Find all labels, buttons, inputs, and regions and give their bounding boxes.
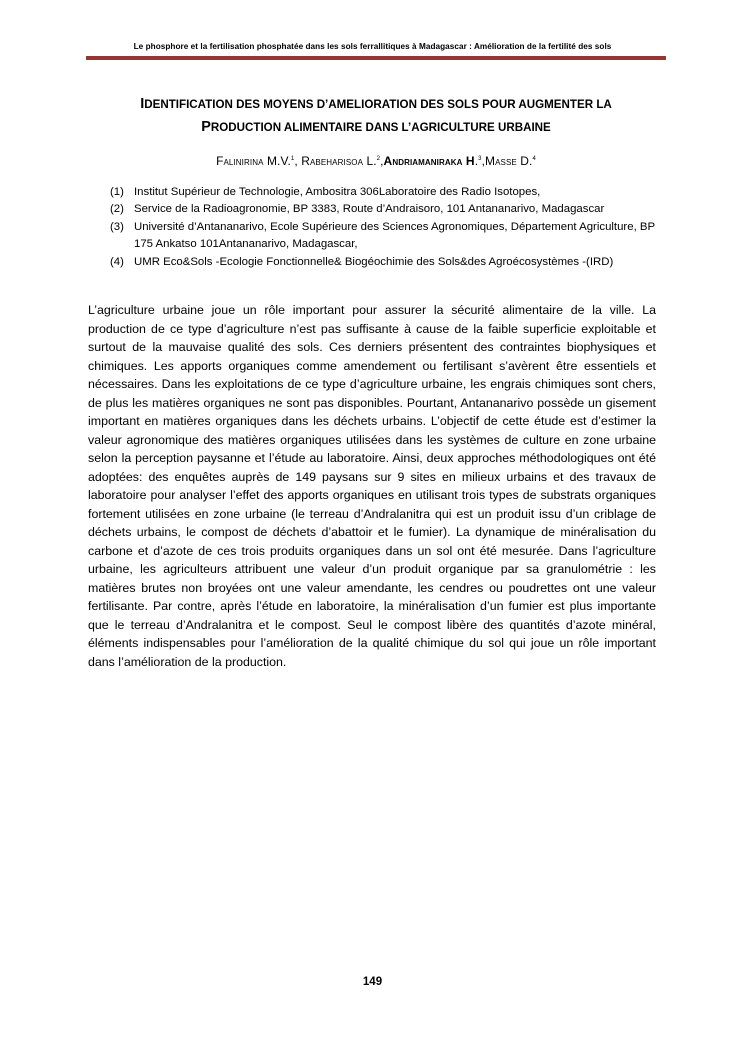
- author-3: Andriamaniraka H: [383, 154, 475, 168]
- author-4: Masse D.$^4$: [485, 154, 536, 168]
- author-list: [86, 154, 666, 168]
- author-1: Falinirina M.V.$^1$,: [216, 154, 302, 168]
- running-header: Le phosphore et la fertilisation phosphatée dans les sols ferrallitiques à Madagascar : Amélioration de la fertilité des sols: [133, 42, 612, 51]
- title-line-1: IDENTIFICATION DES MOYENS D’AMELIORATION DES SOLS POUR AUGMENTER LA: [140, 96, 612, 112]
- affiliation-list: [110, 184, 670, 271]
- page-number: 149: [362, 976, 383, 988]
- author-2: Rabeharisoa L.$^2$,: [301, 154, 384, 168]
- affiliation-item: (2) Service de la Radioagronomie, BP 3383, Route d’Andraisoro, 101 Antananarivo, Madagascar: [110, 203, 605, 216]
- abstract-paragraph: L’agriculture urbaine joue un rôle important pour assurer la sécurité alimentaire de la ville. La production de ce type d’agriculture n’est pas suffisante à cause de la faible superficie exploitable et surtout de la mauvaise qualité des sols. Ces derniers présentent des contraintes biophysiques et chimiques. Les apports organiques comme amendement ou fertilisant s’avèrent être essentiels et nécessaires. Dans les exploitations de ce type d’agriculture urbaine, les engrais chimiques sont chers, de plus les matières organiques ne sont pas disponibles. Pourtant, Antananarivo possède un gisement important en matières organiques dans les déchets urbains. L’objectif de cette étude est d’estimer la valeur agronomique des matières organiques utilisées dans les systèmes de culture en zone urbaine selon la perception paysanne et l’étude au laboratoire. Ainsi, deux approches méthodologiques ont été adoptées: des enquêtes auprès de 149 paysans sur 9 sites en milieux urbains et des travaux de laboratoire pour analyser l’effet des apports organiques en utilisant trois types de substrats organiques fortement utilisées en zone urbaine (le terreau d’Andralanitra qui est un produit issu d’un criblage de déchets urbains, le compost de déchets d’abattoir et le fumier). La dynamique de minéralisation du carbone et d’azote de ces trois produits organiques dans un sol ont été mesurée. Dans l’agriculture urbaine, les agriculteurs attribuent une valeur d’un produit organique par sa granulométrie : les matières brutes non broyées ont une valeur amendante, les cendres ou poudrettes ont une valeur fertilisante. Par contre, après l’étude en laboratoire, la minéralisation d’un fumier est plus importante que le terreau d’Andralanitra et le compost. Seul le compost libère des quantités d’azote minéral, éléments indispensables pour l’amélioration de la qualité chimique du sol qui joue un rôle important dans l’amélioration de la production.: [88, 303, 656, 669]
- affiliation-item: (4) UMR Eco&Sols -Ecologie Fonctionnelle& Biogéochimie des Sols&des Agroécosystèmes -(IRD): [110, 255, 614, 268]
- affiliation-item: (3) Université d’Antananarivo, Ecole Supérieure des Sciences Agronomiques, Département Agriculture, BP 175 Ankatso 101Antananarivo, Madagascar,: [110, 220, 655, 251]
- header-rule: [86, 56, 666, 60]
- affiliation-item: (1) Institut Supérieur de Technologie, Ambositra 306Laboratoire des Radio Isotopes,: [110, 186, 541, 198]
- article-title: [86, 93, 666, 139]
- author-3-suffix: .$^3$,: [474, 154, 486, 168]
- title-line-2: PRODUCTION ALIMENTAIRE DANS L’AGRICULTURE URBAINE: [201, 119, 551, 135]
